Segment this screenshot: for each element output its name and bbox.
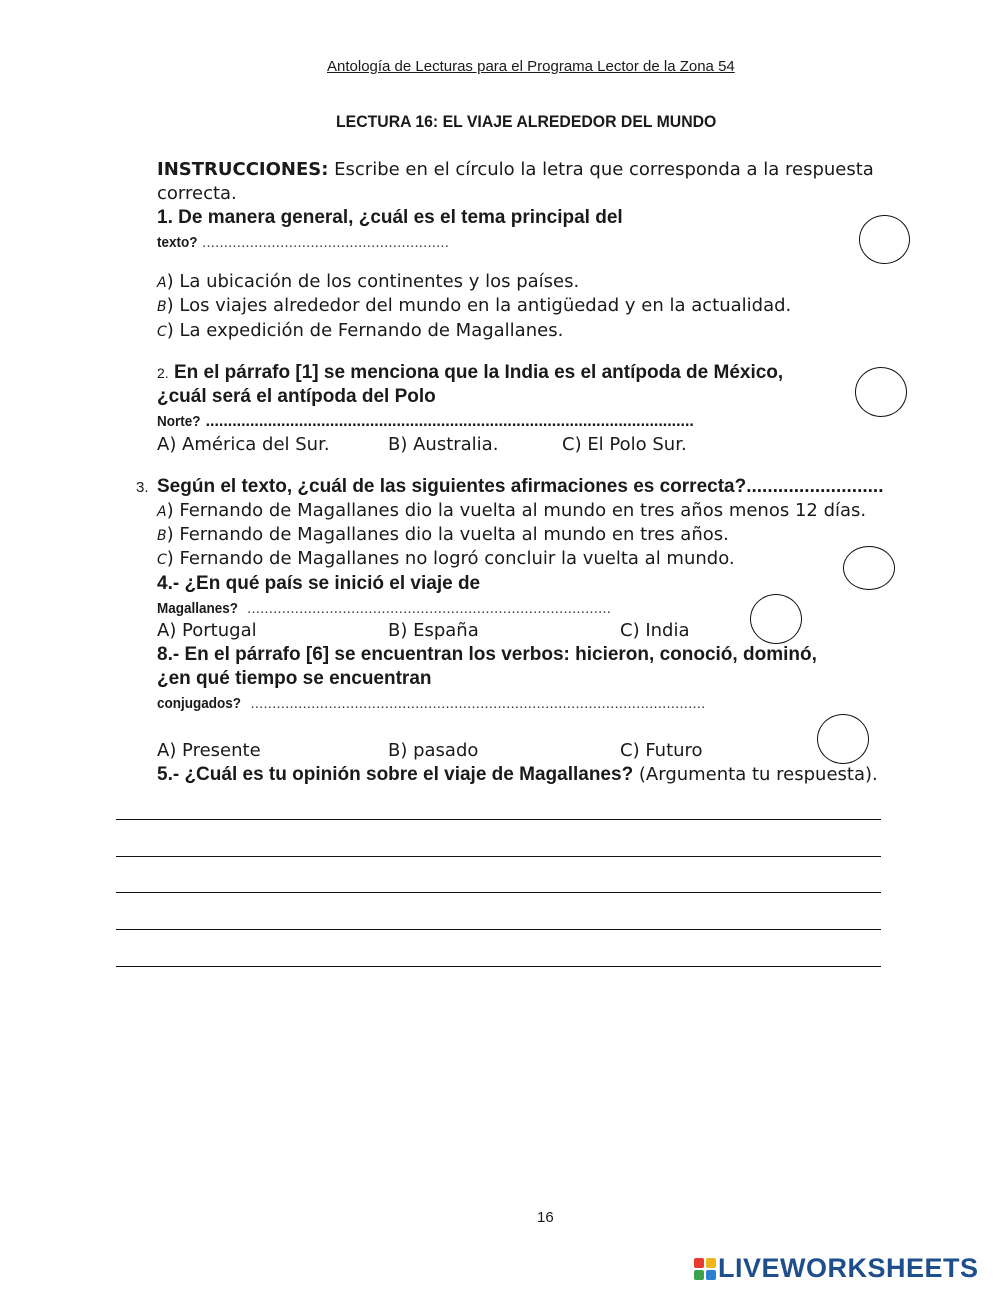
q4-option-a: A) Portugal [157, 620, 257, 641]
q8-line1: 8.- En el párrafo [6] se encuentran los verbos: hicieron, conoció, dominó, [157, 644, 817, 665]
q3-answer-circle[interactable] [843, 546, 895, 590]
q3-number: 3. [136, 479, 149, 496]
q1-text: texto? [157, 234, 198, 251]
q3-text: Según el texto, ¿cuál de las siguientes afirmaciones es correcta?.......................... [157, 476, 884, 497]
q2-line2: ¿cuál será el antípoda del Polo [157, 386, 436, 407]
answer-line-2[interactable] [116, 856, 881, 857]
q3-dots: .......................... [746, 476, 884, 497]
instructions-line1 [157, 159, 874, 180]
answer-line-5[interactable] [116, 966, 881, 967]
q4-option-b: B) España [388, 620, 479, 641]
q2-dots: .............................................................................................................. [205, 415, 694, 430]
q8-option-c: C) Futuro [620, 740, 703, 761]
q4-dots: ………………………………………………………………………… [247, 602, 612, 617]
q8-line2: ¿en qué tiempo se encuentran [157, 668, 432, 689]
liveworksheets-logo-icon [694, 1258, 716, 1280]
instructions-label: INSTRUCCIONES: [157, 159, 329, 180]
q2-line1: 2. En el párrafo [1] se menciona que la India es el antípoda de México, [157, 362, 784, 383]
q2-number: 2. [157, 365, 169, 381]
q1-option-c: C) La expedición de Fernando de Magallanes. [157, 320, 564, 341]
q5-line [157, 764, 878, 786]
q5-text: 5.- ¿Cuál es tu opinión sobre el viaje de Magallanes? [157, 764, 634, 785]
q1-option-b: B) Los viajes alrededor del mundo en la antigüedad y en la actualidad. [157, 295, 792, 316]
q2-option-b: B) Australia. [388, 434, 499, 455]
q1-line1: 1. De manera general, ¿cuál es el tema principal del [157, 207, 623, 228]
instructions-line2: correcta. [157, 183, 237, 204]
page-number: 16 [537, 1209, 554, 1226]
instructions-text: Escribe en el círculo la letra que corresponda a la respuesta [328, 159, 874, 180]
answer-line-4[interactable] [116, 929, 881, 930]
q8-option-a: A) Presente [157, 740, 261, 761]
q1-line2 [157, 232, 449, 251]
answer-line-3[interactable] [116, 892, 881, 893]
q4-line2: Magallanes? ………………………………………………………………………… [157, 600, 612, 617]
q8-line3: conjugados? …………………………………………………………………………………………… [157, 695, 706, 712]
q4-option-c: C) India [620, 620, 690, 641]
q4-line1: 4.- ¿En qué país se inició el viaje de [157, 573, 481, 594]
page-header: Antología de Lecturas para el Programa Lector de la Zona 54 [327, 58, 735, 75]
answer-line-1[interactable] [116, 819, 881, 820]
liveworksheets-logo[interactable]: LIVEWORKSHEETS [718, 1253, 979, 1283]
q5-hint: (Argumenta tu respuesta). [633, 764, 878, 785]
q1-option-a: A) La ubicación de los continentes y los países. [157, 271, 580, 292]
q2-option-c: C) El Polo Sur. [562, 434, 687, 455]
q4-answer-circle[interactable] [750, 594, 802, 644]
q2-answer-circle[interactable] [855, 367, 907, 417]
q3-option-b: B) Fernando de Magallanes dio la vuelta al mundo en tres años. [157, 524, 729, 545]
q1-dots: ………………………………………………… [202, 236, 449, 251]
q2-option-a: A) América del Sur. [157, 434, 330, 455]
q1-answer-circle[interactable] [859, 215, 910, 264]
q8-dots: …………………………………………………………………………………………… [250, 697, 706, 712]
page-title: LECTURA 16: EL VIAJE ALREDEDOR DEL MUNDO [336, 112, 717, 131]
q2-line3: Norte? .............................................................................................................. [157, 413, 694, 430]
q3-option-c: C) Fernando de Magallanes no logró concluir la vuelta al mundo. [157, 548, 735, 569]
q3-option-a: A) Fernando de Magallanes dio la vuelta al mundo en tres años menos 12 días. [157, 500, 867, 521]
q8-answer-circle[interactable] [817, 714, 869, 764]
q8-option-b: B) pasado [388, 740, 479, 761]
